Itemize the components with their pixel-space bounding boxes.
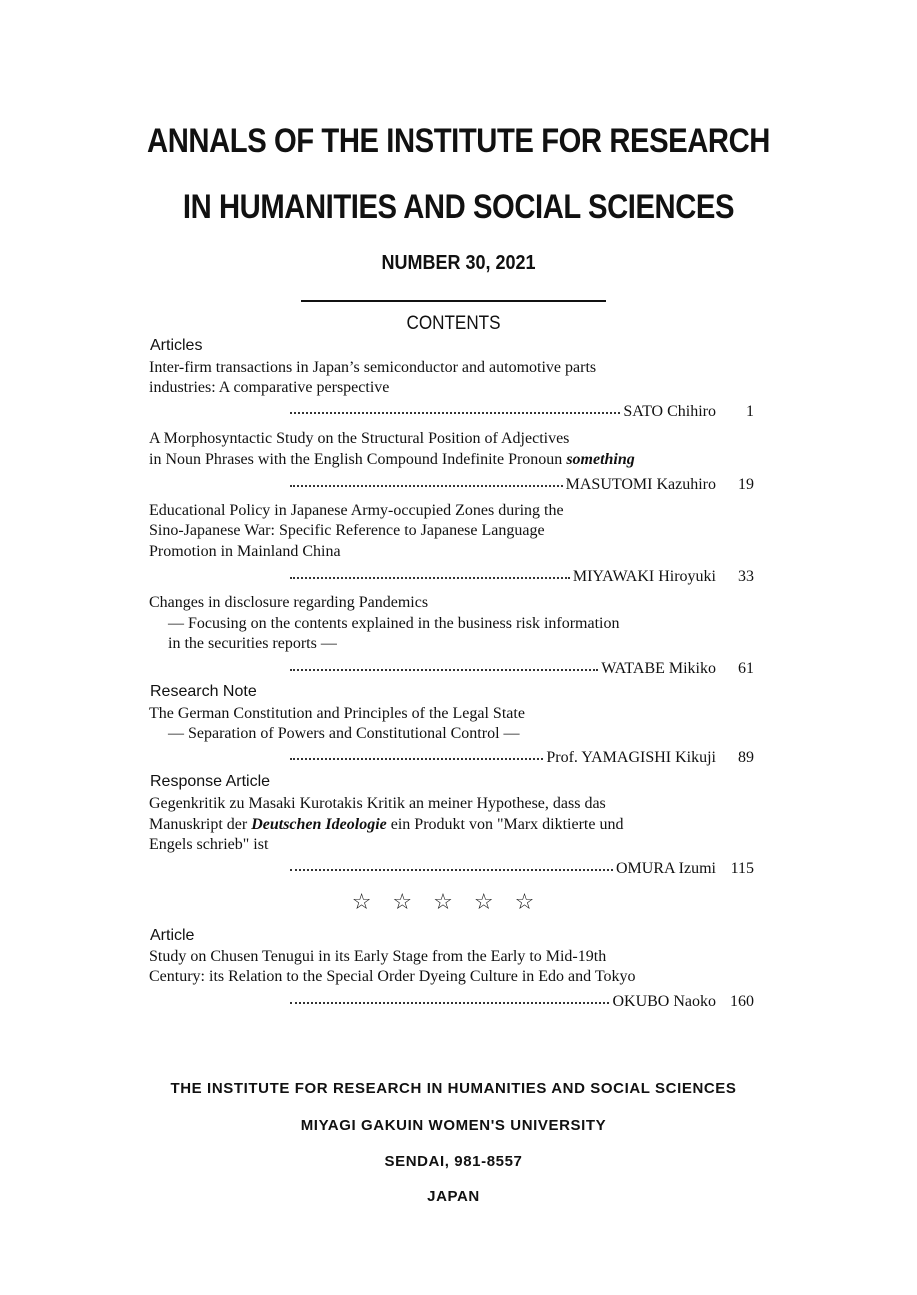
entry-2-title-text: in Noun Phrases with the English Compound Indefinite Pronoun — [149, 451, 567, 468]
entry-6-page: 115 — [730, 860, 754, 877]
entry-2-title-line-2 — [149, 451, 635, 469]
entry-4-title-line-3: in the securities reports — — [168, 635, 337, 652]
entry-4-title-line-1: Changes in disclosure regarding Pandemics — [149, 594, 429, 611]
leader-dots — [290, 485, 563, 487]
contents-heading: CONTENTS — [406, 313, 501, 334]
entry-3-page: 33 — [738, 568, 754, 585]
entry-7-page: 160 — [730, 993, 754, 1010]
publisher-university: MIYAGI GAKUIN WOMEN'S UNIVERSITY — [300, 1117, 607, 1134]
entry-4-title-line-2: — Focusing on the contents explained in the business risk information — [168, 615, 620, 632]
entry-2-byline — [290, 472, 754, 494]
entry-3-title-line-1: Educational Policy in Japanese Army-occupied Zones during the — [149, 502, 564, 519]
publisher-city: SENDAI, 981-8557 — [384, 1153, 523, 1170]
entry-5-title-line-1: The German Constitution and Principles of the Legal State — [149, 705, 525, 722]
section-heading-articles: Articles — [150, 337, 203, 354]
section-heading-response-article: Response Article — [150, 773, 271, 790]
entry-1-title-line-1: Inter-firm transactions in Japan’s semiconductor and automotive parts — [149, 359, 597, 376]
entry-4-page: 61 — [738, 660, 754, 677]
entry-1-byline — [290, 399, 754, 421]
entry-7-byline — [290, 989, 754, 1011]
leader-dots — [290, 1002, 609, 1004]
entry-6-title-italic: Deutschen Ideologie — [251, 816, 387, 833]
entry-3-title-line-3: Promotion in Mainland China — [149, 543, 341, 560]
section-heading-research-note: Research Note — [150, 683, 257, 700]
leader-dots — [290, 869, 613, 871]
entry-5-byline — [290, 745, 754, 767]
leader-dots — [290, 669, 598, 671]
entry-3-author: MIYAWAKI Hiroyuki — [572, 568, 716, 585]
entry-7-title-line-2: Century: its Relation to the Special Order Dyeing Culture in Edo and Tokyo — [149, 968, 636, 985]
entry-1-page: 1 — [746, 403, 754, 420]
entry-3-byline — [290, 564, 754, 586]
issue-number: NUMBER 30, 2021 — [381, 252, 536, 274]
publisher-institute: THE INSTITUTE FOR RESEARCH IN HUMANITIES AND SOCIAL SCIENCES — [170, 1080, 737, 1097]
entry-1-author: SATO Chihiro — [623, 403, 716, 420]
entry-6-title-line-2 — [149, 816, 623, 834]
entry-2-title-line-1: A Morphosyntactic Study on the Structural Position of Adjectives — [149, 430, 570, 447]
publisher-country: JAPAN — [427, 1188, 480, 1205]
entry-2-title-italic: something — [566, 451, 635, 468]
leader-dots — [290, 758, 543, 760]
star-separator: ☆☆☆☆☆ — [351, 890, 556, 915]
leader-dots — [290, 412, 620, 414]
entry-4-byline — [290, 656, 754, 678]
entry-6-author: OMURA Izumi — [616, 860, 716, 877]
entry-5-author: Prof. YAMAGISHI Kikuji — [546, 749, 716, 766]
entry-6-byline — [290, 856, 754, 878]
entry-6-title-text-cont: ein Produkt von "Marx diktierte und — [386, 816, 624, 833]
section-heading-article: Article — [150, 927, 195, 944]
entry-4-author: WATABE Mikiko — [601, 660, 716, 677]
leader-dots — [290, 577, 570, 579]
entry-3-title-line-2: Sino-Japanese War: Specific Reference to Japanese Language — [149, 522, 545, 539]
entry-6-title-line-3: Engels schrieb" ist — [149, 836, 269, 853]
journal-title-line-1: ANNALS OF THE INSTITUTE FOR RESEARCH — [147, 122, 770, 160]
entry-1-title-line-2: industries: A comparative perspective — [149, 379, 390, 396]
entry-2-author: MASUTOMI Kazuhiro — [565, 476, 716, 493]
entry-7-author: OKUBO Naoko — [612, 993, 716, 1010]
divider-rule — [301, 300, 606, 302]
entry-5-title-line-2: — Separation of Powers and Constitutional Control — — [168, 725, 520, 742]
entry-6-title-line-1: Gegenkritik zu Masaki Kurotakis Kritik an meiner Hypothese, dass das — [149, 795, 606, 812]
entry-6-title-text: Manuskript der — [149, 816, 252, 833]
entry-2-page: 19 — [738, 476, 754, 493]
entry-7-title-line-1: Study on Chusen Tenugui in its Early Stage from the Early to Mid-19th — [149, 948, 607, 965]
journal-title-line-2: IN HUMANITIES AND SOCIAL SCIENCES — [182, 188, 735, 226]
entry-5-page: 89 — [738, 749, 754, 766]
